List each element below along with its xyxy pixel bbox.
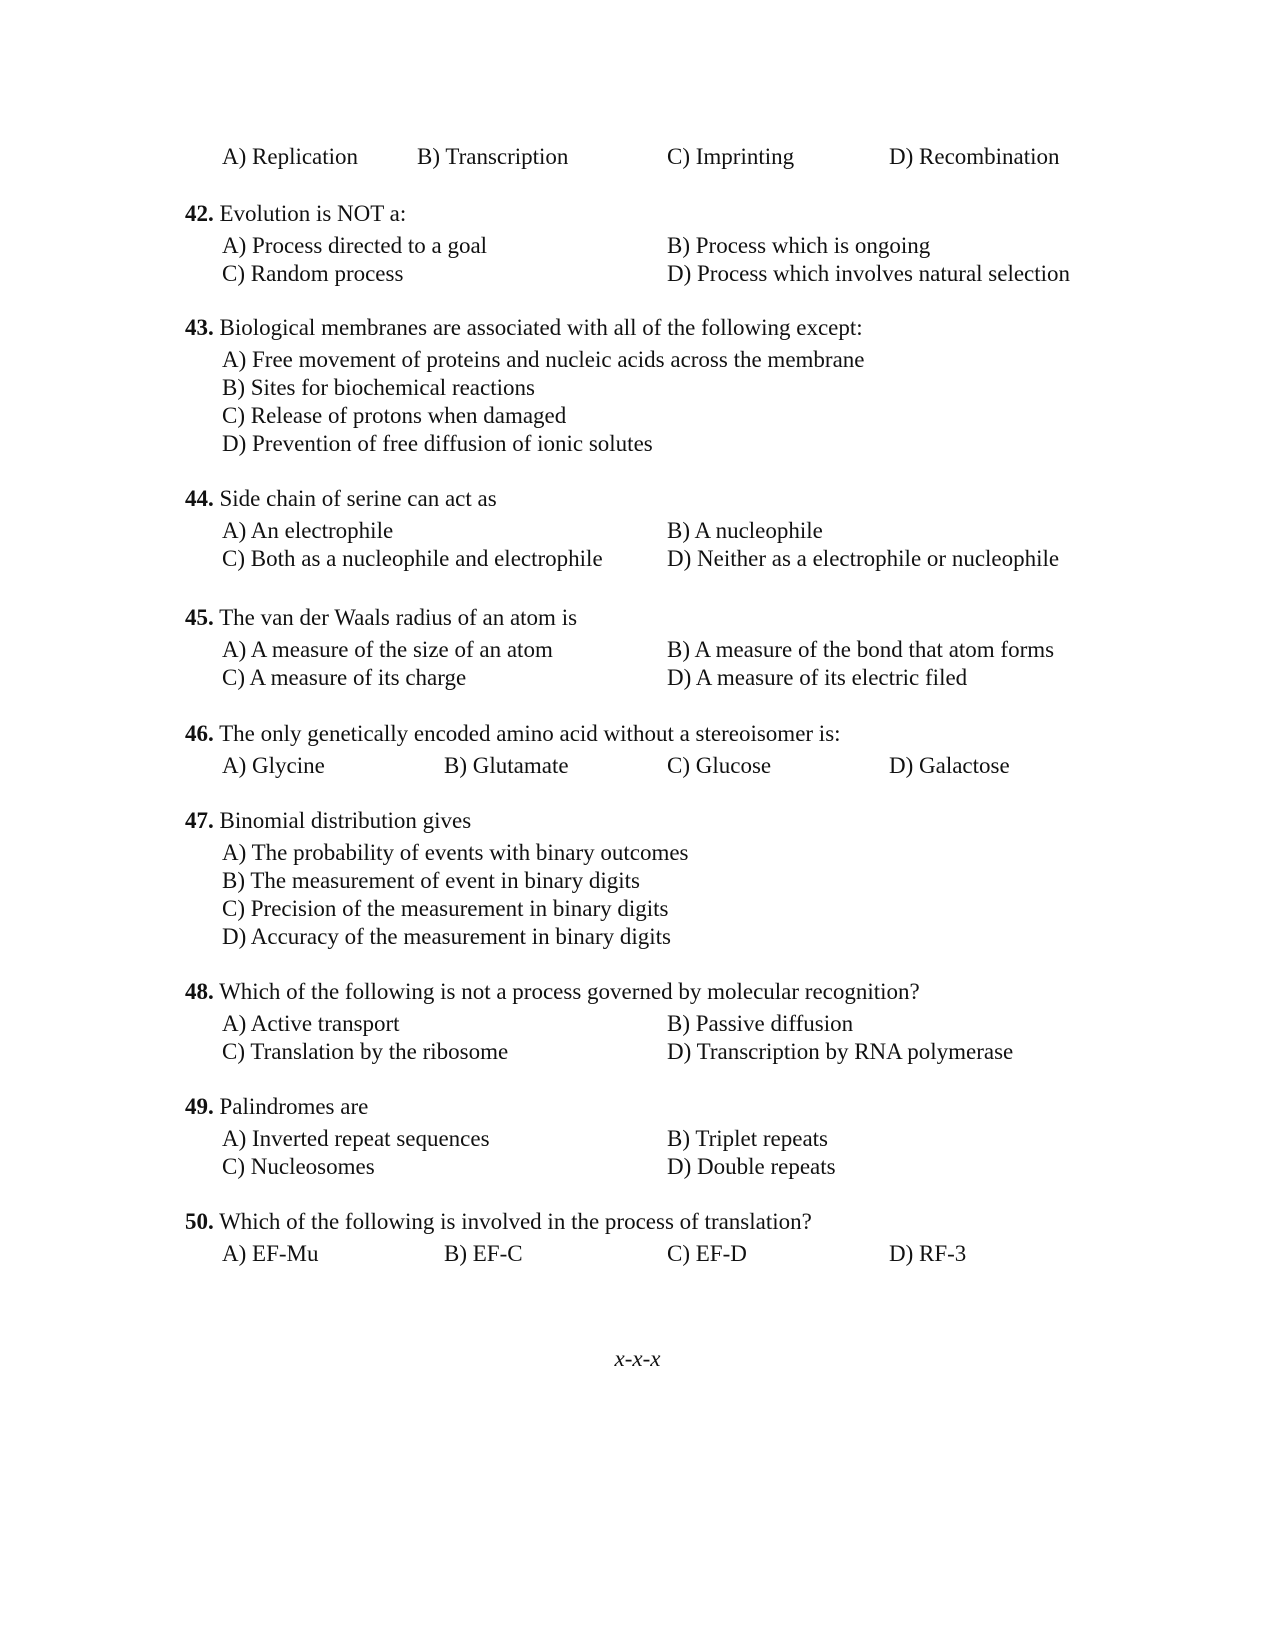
option-a: A) Active transport <box>222 1011 400 1036</box>
option-d: D) Galactose <box>889 753 1010 778</box>
question-text: The only genetically encoded amino acid without a stereoisomer is: <box>219 721 841 746</box>
option-c: C) Both as a nucleophile and electrophile <box>222 546 603 571</box>
question-43 <box>185 314 863 342</box>
question-42 <box>185 200 406 228</box>
option-b: B) The measurement of event in binary digits <box>222 868 640 893</box>
option-a: A) The probability of events with binary outcomes <box>222 840 689 865</box>
question-text: The van der Waals radius of an atom is <box>219 605 578 630</box>
question-number: 46. <box>185 721 214 746</box>
question-number: 42. <box>185 201 214 226</box>
option-a: A) EF-Mu <box>222 1241 319 1266</box>
question-text: Which of the following is involved in the process of translation? <box>219 1209 812 1234</box>
option-a: A) Glycine <box>222 753 325 778</box>
question-number: 43. <box>185 315 214 340</box>
option-c: C) Imprinting <box>667 144 795 169</box>
option-a: A) Replication <box>222 144 359 169</box>
option-d: D) Recombination <box>889 144 1060 169</box>
question-number: 50. <box>185 1209 214 1234</box>
question-number: 47. <box>185 808 214 833</box>
option-d: D) Neither as a electrophile or nucleophile <box>667 546 1060 571</box>
question-text: Palindromes are <box>219 1094 369 1119</box>
option-c: C) Translation by the ribosome <box>222 1039 509 1064</box>
question-text: Evolution is NOT a: <box>219 201 407 226</box>
option-b: B) Glutamate <box>444 753 569 778</box>
question-text: Side chain of serine can act as <box>219 486 497 511</box>
option-b: B) Sites for biochemical reactions <box>222 375 535 400</box>
option-c: C) Nucleosomes <box>222 1154 375 1179</box>
option-b: B) Triplet repeats <box>667 1126 828 1151</box>
question-text: Which of the following is not a process governed by molecular recognition? <box>219 979 920 1004</box>
question-46 <box>185 720 841 748</box>
question-number: 45. <box>185 605 214 630</box>
option-d: D) Accuracy of the measurement in binary digits <box>222 924 671 949</box>
option-c: C) A measure of its charge <box>222 665 467 690</box>
option-d: D) Process which involves natural selection <box>667 261 1071 286</box>
option-d: D) RF-3 <box>889 1241 967 1266</box>
option-a: A) Process directed to a goal <box>222 233 488 258</box>
question-number: 49. <box>185 1094 214 1119</box>
option-d: D) Double repeats <box>667 1154 836 1179</box>
question-50 <box>185 1208 812 1236</box>
option-c: C) EF-D <box>667 1241 747 1266</box>
question-48 <box>185 978 920 1006</box>
option-a: A) Free movement of proteins and nucleic acids across the membrane <box>222 347 865 372</box>
question-44 <box>185 485 497 513</box>
question-text: Binomial distribution gives <box>219 808 472 833</box>
question-47 <box>185 807 471 835</box>
question-text: Biological membranes are associated with all of the following except: <box>219 315 863 340</box>
question-number: 48. <box>185 979 214 1004</box>
option-b: B) Transcription <box>417 144 569 169</box>
option-b: B) A measure of the bond that atom forms <box>667 637 1055 662</box>
end-marker: x-x-x <box>614 1346 661 1371</box>
option-b: B) A nucleophile <box>667 518 823 543</box>
option-c: C) Precision of the measurement in binary digits <box>222 896 669 921</box>
option-c: C) Glucose <box>667 753 772 778</box>
option-b: B) Passive diffusion <box>667 1011 854 1036</box>
question-49 <box>185 1093 368 1121</box>
option-a: A) Inverted repeat sequences <box>222 1126 490 1151</box>
option-a: A) An electrophile <box>222 518 394 543</box>
option-d: D) Prevention of free diffusion of ionic solutes <box>222 431 653 456</box>
option-d: D) Transcription by RNA polymerase <box>667 1039 1014 1064</box>
option-b: B) EF-C <box>444 1241 523 1266</box>
question-number: 44. <box>185 486 214 511</box>
option-d: D) A measure of its electric filed <box>667 665 968 690</box>
option-c: C) Random process <box>222 261 404 286</box>
option-c: C) Release of protons when damaged <box>222 403 567 428</box>
question-45 <box>185 604 577 632</box>
option-b: B) Process which is ongoing <box>667 233 931 258</box>
option-a: A) A measure of the size of an atom <box>222 637 553 662</box>
